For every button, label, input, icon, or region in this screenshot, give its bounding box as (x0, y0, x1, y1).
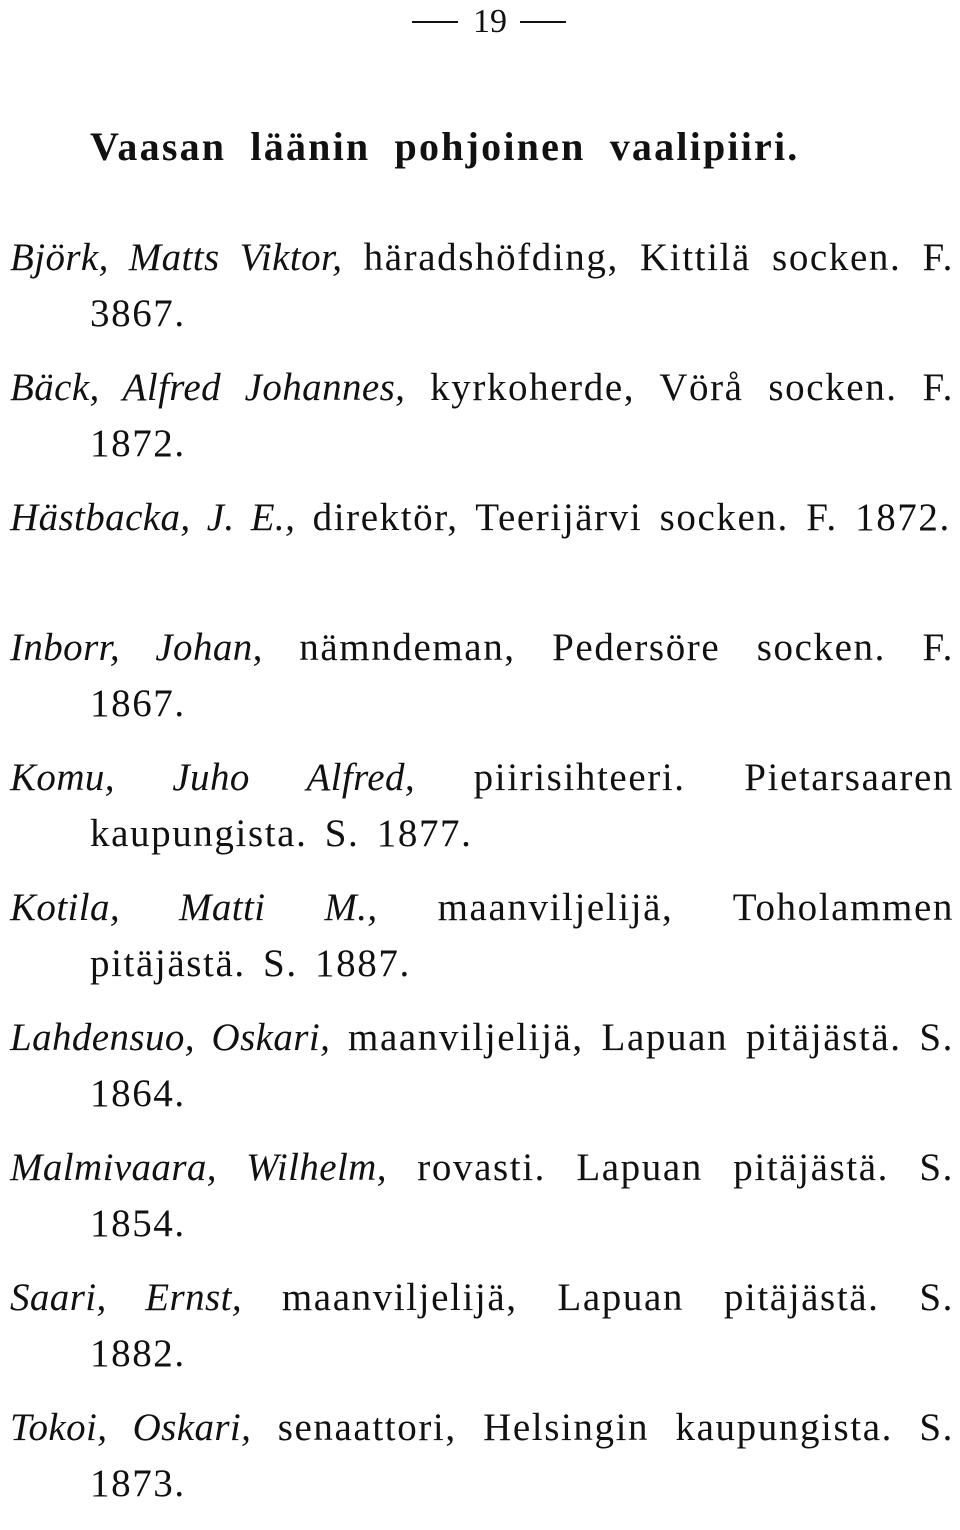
entry-inborr (10, 620, 954, 750)
entry-details: häradshöfding, Kittilä socken. F. 3867. (90, 236, 954, 335)
entry-details: nämndeman, Pedersöre socken. F. 1867. (90, 626, 954, 725)
entry-details: direktör, Teerijärvi socken. F. 1872. (312, 496, 951, 539)
entry-list (10, 230, 954, 1530)
page-number: 19 (473, 3, 507, 40)
entry-bjork (10, 230, 954, 360)
entry-kotila (10, 880, 954, 1010)
entry-name: Komu, Juho Alfred, (10, 756, 416, 799)
entry-details: maanviljelijä, Lapuan pitäjästä. S. 1882. (90, 1276, 955, 1375)
entry-name: Malmivaara, Wilhelm, (10, 1146, 387, 1189)
entry-details: maanviljelijä, Toholammen pitäjästä. S. 1887. (90, 886, 954, 985)
entry-hastbacka (10, 490, 954, 620)
section-title: Vaasan läänin pohjoinen vaalipiiri. (90, 124, 800, 169)
entry-lahdensuo (10, 1010, 954, 1140)
entry-malmivaara (10, 1140, 954, 1270)
entry-name: Björk, Matts Viktor, (10, 236, 343, 279)
entry-komu (10, 750, 954, 880)
right-dash (520, 21, 566, 23)
entry-name: Bäck, Alfred Johannes, (10, 366, 406, 409)
entry-name: Hästbacka, J. E., (10, 496, 296, 539)
left-dash (412, 21, 458, 23)
entry-details: kyrkoherde, Vörå socken. F. 1872. (90, 366, 954, 465)
entry-saari (10, 1270, 954, 1400)
entry-name: Saari, Ernst, (10, 1276, 242, 1319)
entry-details: senaattori, Helsingin kaupungista. S. 1873. (90, 1406, 954, 1505)
page-header (0, 0, 960, 50)
entry-name: Kotila, Matti M., (10, 886, 378, 929)
entry-name: Tokoi, Oskari, (10, 1406, 252, 1449)
entry-details: maanviljelijä, Lapuan pitäjästä. S. 1864. (90, 1016, 955, 1115)
entry-back (10, 360, 954, 490)
entry-name: Inborr, Johan, (10, 626, 263, 669)
entry-name: Lahdensuo, Oskari, (10, 1016, 331, 1059)
entry-details: rovasti. Lapuan pitäjästä. S. 1854. (90, 1146, 954, 1245)
entry-tokoi (10, 1400, 954, 1530)
entry-details: piirisihteeri. Pietarsaaren kaupungista. S. 1877. (90, 756, 954, 855)
